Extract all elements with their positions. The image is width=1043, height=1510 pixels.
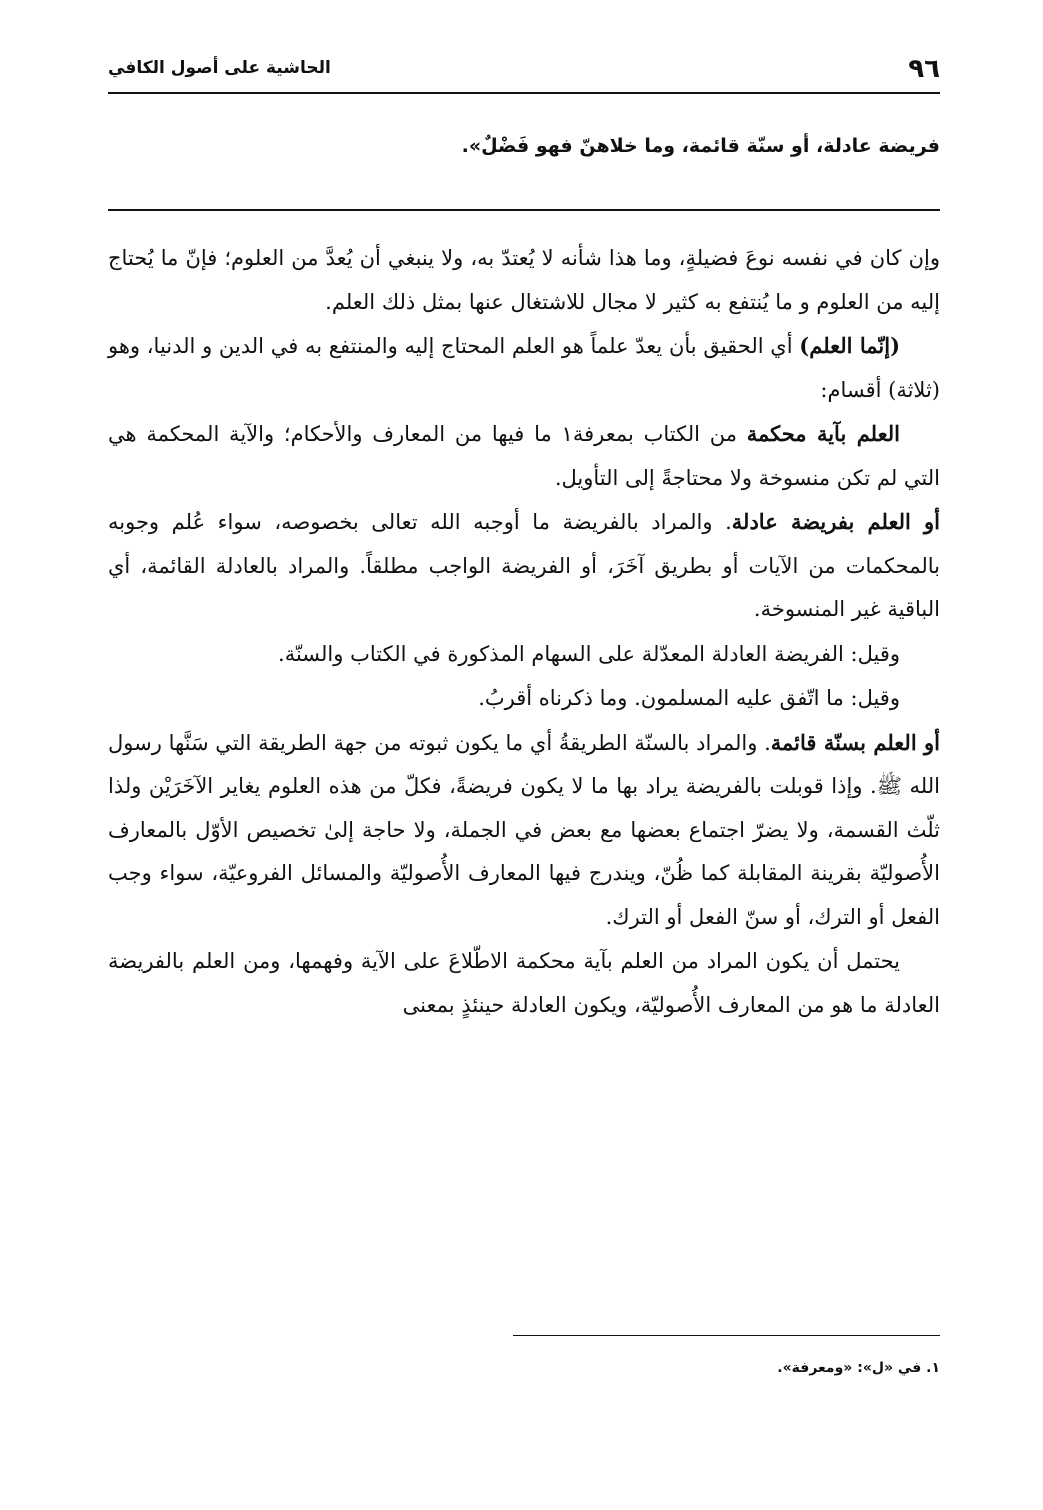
paragraph-6 [108,676,940,721]
paragraph-7 [108,721,940,940]
paragraph-2-bold: (إنّما العلم) [799,333,901,358]
paragraph-7-text: . والمراد بالسنّة الطريقةُ أي ما يكون ثبوته من جهة الطريقة التي سَنَّها رسول الله ﷺ. وإذا قوبلت بالفريضة يراد بها ما لا يكون فريضةً، فكلّ من هذه العلوم يغاير الآخَرَيْن ولذا ثلّث القسمة، ولا يضرّ اجتماع بعضها مع بعض في الجملة، ولا حاجة إلىٰ تخصيص الأوّل بالمعارف الأُصوليّة بقرينة المقابلة كما ظُنّ، ويندرج فيها المعارف الأُصوليّة والمسائل الفروعيّة، سواء وجب الفعل أو الترك، أو سنّ الفعل أو الترك. [108,730,940,929]
paragraph-8 [108,939,940,1027]
paragraph-3 [108,412,940,500]
page-number: ٩٦ [908,54,940,84]
paragraph-5-text: وقيل: الفريضة العادلة المعدّلة على السهام المذكورة في الكتاب والسنّة. [278,641,900,666]
page-header [108,52,940,90]
commentary-body [108,236,940,1027]
paragraph-4 [108,500,940,632]
paragraph-7-bold: أو العلم بسنّة قائمة [770,729,940,755]
paragraph-1 [108,236,940,324]
hadith-quote-line: فريضة عادلة، أو سنّة قائمة، وما خلاهنّ فهو فَضْلٌ». [461,135,940,157]
quote-divider [108,209,940,211]
paragraph-4-bold: أو العلم بفريضة عادلة [731,509,940,534]
paragraph-8-text: يحتمل أن يكون المراد من العلم بآية محكمة الاطّلاعَ على الآية وفهمها، ومن العلم بالفريضة العادلة ما هو من المعارف الأُصوليّة، ويكون العادلة حينئذٍ بمعنى [108,949,940,1017]
footnote-divider [513,1335,940,1336]
footnote: ١. في «ل»: «ومعرفة». [777,1360,940,1376]
paragraph-2-text: أي الحقيق بأن يعدّ علماً هو العلم المحتاج إليه والمنتفع به في الدين و الدنيا، وهو (ثلاثة) أقسام: [108,334,940,402]
paragraph-4-text: . والمراد بالفريضة ما أوجبه الله تعالى بخصوصه، سواء عُلم وجوبه بالمحكمات من الآيات أو بطريق آخَرَ، أو الفريضة الواجب مطلقاً. والمراد بالعادلة القائمة، أي الباقية غير المنسوخة. [108,510,940,621]
paragraph-6-text: وقيل: ما اتّفق عليه المسلمون. وما ذكرناه أقربُ. [478,686,900,710]
paragraph-2 [108,324,940,412]
header-divider [108,92,940,94]
paragraph-1-text: وإن كان في نفسه نوعَ فضيلةٍ، وما هذا شأنه لا يُعتدّ به، ولا ينبغي أن يُعدَّ من العلوم؛ فإنّ ما يُحتاج إليه من العلوم و ما يُنتفع به كثير لا مجال للاشتغال عنها بمثل ذلك العلم. [108,246,940,314]
paragraph-3-text: من الكتاب بمعرفة١ ما فيها من المعارف والأحكام؛ والآية المحكمة هي التي لم تكن منسوخة ولا محتاجةً إلى التأويل. [108,422,940,490]
paragraph-3-bold: العلم بآية محكمة [746,421,901,446]
paragraph-5 [108,632,940,677]
running-title: الحاشية على أصول الكافي [108,58,331,78]
